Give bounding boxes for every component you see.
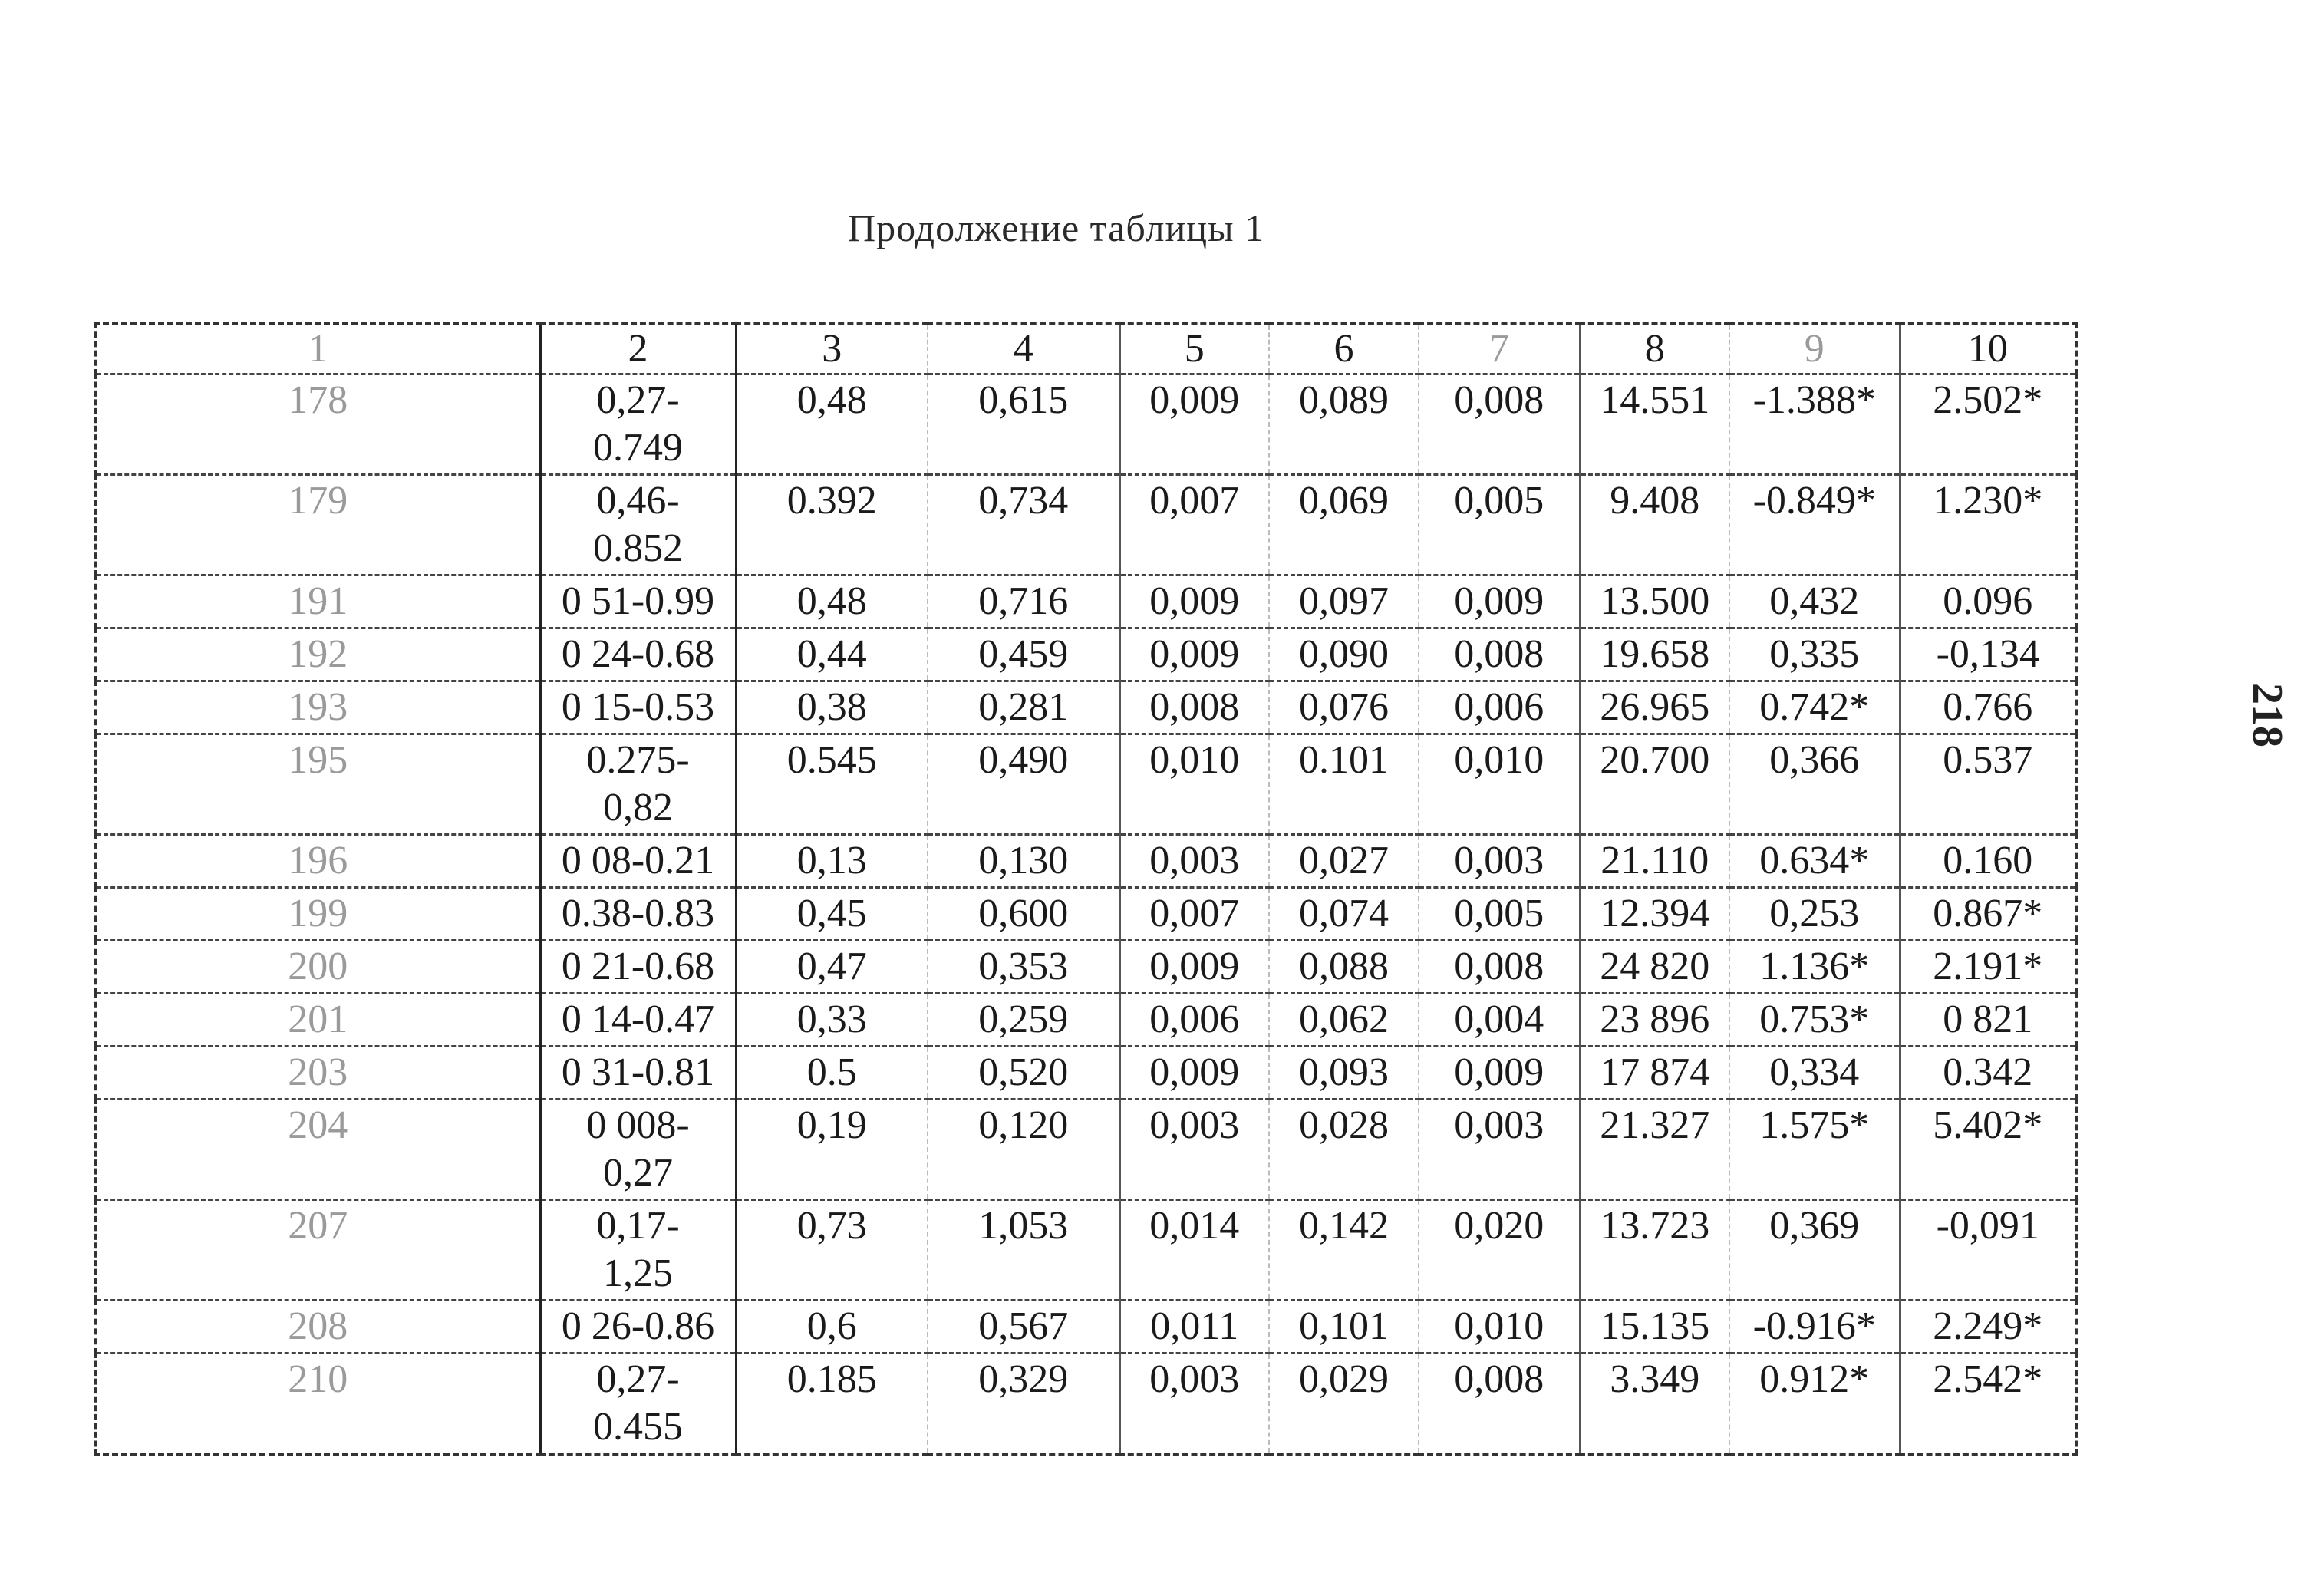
table-cell: 0.275- 0,82 — [540, 734, 736, 835]
table-row — [95, 1354, 2076, 1455]
table-cell: 0,006 — [1119, 994, 1269, 1047]
table-cell: 0,090 — [1269, 628, 1419, 681]
table-cell: 0.912* — [1729, 1354, 1900, 1455]
table-cell: 0,329 — [928, 1354, 1119, 1455]
table-cell: 0,44 — [736, 628, 928, 681]
table-cell: -0.916* — [1729, 1301, 1900, 1354]
table-row — [95, 1047, 2076, 1100]
table-cell: 21.110 — [1580, 835, 1729, 888]
table-cell: -0.849* — [1729, 475, 1900, 575]
table-cell: 0,366 — [1729, 734, 1900, 835]
table-cell: 0.342 — [1900, 1047, 2076, 1100]
table-row — [95, 1100, 2076, 1200]
table-cell: 0,076 — [1269, 681, 1419, 734]
table-cell: 0,490 — [928, 734, 1119, 835]
table-cell: 0,014 — [1119, 1200, 1269, 1301]
table-cell: 0 31-0.81 — [540, 1047, 736, 1100]
header-cell: 2 — [540, 324, 736, 374]
table-cell: 0.185 — [736, 1354, 928, 1455]
table-cell: 0.867* — [1900, 888, 2076, 941]
table-row — [95, 575, 2076, 628]
table-cell: 0,007 — [1119, 888, 1269, 941]
table-row — [95, 681, 2076, 734]
table-cell: 0,009 — [1119, 575, 1269, 628]
table-cell: 0,009 — [1419, 575, 1580, 628]
table-cell: 0,009 — [1119, 374, 1269, 475]
header-cell: 6 — [1269, 324, 1419, 374]
table-cell: 0,003 — [1119, 1354, 1269, 1455]
row-id-cell: 179 — [95, 475, 540, 575]
table-cell: 0 24-0.68 — [540, 628, 736, 681]
table-cell: 14.551 — [1580, 374, 1729, 475]
table-cell: 0,353 — [928, 941, 1119, 994]
table-cell: 23 896 — [1580, 994, 1729, 1047]
table-cell: 0,074 — [1269, 888, 1419, 941]
table-cell: 0,010 — [1419, 1301, 1580, 1354]
table-cell: 19.658 — [1580, 628, 1729, 681]
table-cell: 0.096 — [1900, 575, 2076, 628]
table-cell: 0 21-0.68 — [540, 941, 736, 994]
table-row — [95, 628, 2076, 681]
table-cell: 0.537 — [1900, 734, 2076, 835]
table-cell: 0.753* — [1729, 994, 1900, 1047]
table-cell: 0,13 — [736, 835, 928, 888]
header-cell: 4 — [928, 324, 1119, 374]
table-cell: 0 08-0.21 — [540, 835, 736, 888]
table-row — [95, 994, 2076, 1047]
table-row — [95, 1301, 2076, 1354]
table-cell: 9.408 — [1580, 475, 1729, 575]
table-row — [95, 941, 2076, 994]
table-cell: 0,259 — [928, 994, 1119, 1047]
table-cell: 0,17- 1,25 — [540, 1200, 736, 1301]
table-cell: 0.742* — [1729, 681, 1900, 734]
row-id-cell: 196 — [95, 835, 540, 888]
row-id-cell: 178 — [95, 374, 540, 475]
table-cell: 3.349 — [1580, 1354, 1729, 1455]
table-cell: 13.723 — [1580, 1200, 1729, 1301]
header-cell: 1 — [95, 324, 540, 374]
table-cell: 0,005 — [1419, 475, 1580, 575]
table-cell: 0,142 — [1269, 1200, 1419, 1301]
table-cell: 0,093 — [1269, 1047, 1419, 1100]
table-cell: 0,003 — [1419, 1100, 1580, 1200]
row-id-cell: 207 — [95, 1200, 540, 1301]
table-cell: 0,27- 0.455 — [540, 1354, 736, 1455]
table-row — [95, 475, 2076, 575]
table-cell: 1.136* — [1729, 941, 1900, 994]
page-number: 218 — [2243, 683, 2291, 747]
row-id-cell: 203 — [95, 1047, 540, 1100]
table-cell: 1.575* — [1729, 1100, 1900, 1200]
table-cell: 0,459 — [928, 628, 1119, 681]
table-cell: 0,567 — [928, 1301, 1119, 1354]
table-cell: 0,19 — [736, 1100, 928, 1200]
table-cell: 24 820 — [1580, 941, 1729, 994]
table-row — [95, 1200, 2076, 1301]
header-cell: 10 — [1900, 324, 2076, 374]
table-cell: 2.191* — [1900, 941, 2076, 994]
row-id-cell: 193 — [95, 681, 540, 734]
table-cell: 0,520 — [928, 1047, 1119, 1100]
table-cell: -0,091 — [1900, 1200, 2076, 1301]
table-row — [95, 374, 2076, 475]
row-id-cell: 195 — [95, 734, 540, 835]
table-cell: 26.965 — [1580, 681, 1729, 734]
table-cell: 0.545 — [736, 734, 928, 835]
table-cell: 0,069 — [1269, 475, 1419, 575]
table-cell: 0.38-0.83 — [540, 888, 736, 941]
table-cell: 1,053 — [928, 1200, 1119, 1301]
data-table — [94, 322, 2078, 1456]
table-cell: 0,029 — [1269, 1354, 1419, 1455]
table-cell: 0.160 — [1900, 835, 2076, 888]
table-cell: 0,020 — [1419, 1200, 1580, 1301]
table-cell: 0,008 — [1419, 941, 1580, 994]
table-cell: 0 15-0.53 — [540, 681, 736, 734]
table-cell: 0,089 — [1269, 374, 1419, 475]
row-id-cell: 208 — [95, 1301, 540, 1354]
table-cell: 0,008 — [1119, 681, 1269, 734]
table-cell: 21.327 — [1580, 1100, 1729, 1200]
table-cell: 0.5 — [736, 1047, 928, 1100]
table-cell: 0,369 — [1729, 1200, 1900, 1301]
table-cell: 0 26-0.86 — [540, 1301, 736, 1354]
table-cell: 0,334 — [1729, 1047, 1900, 1100]
row-id-cell: 192 — [95, 628, 540, 681]
table-cell: 0,120 — [928, 1100, 1119, 1200]
table-cell: 0,009 — [1119, 628, 1269, 681]
row-id-cell: 204 — [95, 1100, 540, 1200]
table-cell: 0 008- 0,27 — [540, 1100, 736, 1200]
header-cell: 9 — [1729, 324, 1900, 374]
table-cell: 0.634* — [1729, 835, 1900, 888]
table-caption: Продолжение таблицы 1 — [848, 206, 1265, 249]
table-cell: 0,005 — [1419, 888, 1580, 941]
table-cell: 5.402* — [1900, 1100, 2076, 1200]
table-cell: 0,008 — [1419, 374, 1580, 475]
table-cell: 17 874 — [1580, 1047, 1729, 1100]
table-cell: 0,6 — [736, 1301, 928, 1354]
table-cell: 0 51-0.99 — [540, 575, 736, 628]
header-cell: 7 — [1419, 324, 1580, 374]
table-cell: 12.394 — [1580, 888, 1729, 941]
table-cell: 0,600 — [928, 888, 1119, 941]
table-cell: 0,011 — [1119, 1301, 1269, 1354]
table-cell: 0,33 — [736, 994, 928, 1047]
table-cell: -1.388* — [1729, 374, 1900, 475]
table-cell: 15.135 — [1580, 1301, 1729, 1354]
table-cell: 0,003 — [1119, 835, 1269, 888]
table-cell: 0,45 — [736, 888, 928, 941]
table-body — [95, 324, 2076, 1454]
table-cell: 0,027 — [1269, 835, 1419, 888]
row-id-cell: 200 — [95, 941, 540, 994]
table-cell: 0,615 — [928, 374, 1119, 475]
table-cell: 0 14-0.47 — [540, 994, 736, 1047]
table-cell: 0,009 — [1419, 1047, 1580, 1100]
table-cell: 0,003 — [1119, 1100, 1269, 1200]
table-cell: 0.392 — [736, 475, 928, 575]
table-cell: 0,009 — [1119, 1047, 1269, 1100]
table-cell: 0,101 — [1269, 1301, 1419, 1354]
table-cell: 0 821 — [1900, 994, 2076, 1047]
table-cell: 0,004 — [1419, 994, 1580, 1047]
table-cell: -0,134 — [1900, 628, 2076, 681]
table-cell: 0,38 — [736, 681, 928, 734]
table-cell: 0,48 — [736, 374, 928, 475]
table-cell: 0,46- 0.852 — [540, 475, 736, 575]
table-cell: 0,008 — [1419, 1354, 1580, 1455]
table-cell: 0,028 — [1269, 1100, 1419, 1200]
table-cell: 0,253 — [1729, 888, 1900, 941]
table-cell: 2.502* — [1900, 374, 2076, 475]
table-row — [95, 888, 2076, 941]
table-cell: 0,010 — [1119, 734, 1269, 835]
table-cell: 0.101 — [1269, 734, 1419, 835]
table-cell: 0,097 — [1269, 575, 1419, 628]
table-cell: 0,009 — [1119, 941, 1269, 994]
table-cell: 20.700 — [1580, 734, 1729, 835]
table-cell: 1.230* — [1900, 475, 2076, 575]
table-cell: 0.766 — [1900, 681, 2076, 734]
header-cell: 5 — [1119, 324, 1269, 374]
header-cell: 3 — [736, 324, 928, 374]
table-cell: 13.500 — [1580, 575, 1729, 628]
table-cell: 2.249* — [1900, 1301, 2076, 1354]
table-cell: 0,47 — [736, 941, 928, 994]
table-cell: 0,48 — [736, 575, 928, 628]
table-cell: 2.542* — [1900, 1354, 2076, 1455]
table-cell: 0,010 — [1419, 734, 1580, 835]
table-cell: 0,335 — [1729, 628, 1900, 681]
table-cell: 0,432 — [1729, 575, 1900, 628]
table-row — [95, 835, 2076, 888]
table-cell: 0,130 — [928, 835, 1119, 888]
table-cell: 0,062 — [1269, 994, 1419, 1047]
row-id-cell: 191 — [95, 575, 540, 628]
table-header-row — [95, 324, 2076, 374]
row-id-cell: 210 — [95, 1354, 540, 1455]
table-cell: 0,008 — [1419, 628, 1580, 681]
table-cell: 0,088 — [1269, 941, 1419, 994]
row-id-cell: 201 — [95, 994, 540, 1047]
table-cell: 0,281 — [928, 681, 1119, 734]
table-cell: 0,716 — [928, 575, 1119, 628]
table-cell: 0,007 — [1119, 475, 1269, 575]
table-row — [95, 734, 2076, 835]
row-id-cell: 199 — [95, 888, 540, 941]
table-cell: 0,003 — [1419, 835, 1580, 888]
table-cell: 0,73 — [736, 1200, 928, 1301]
table-cell: 0,27- 0.749 — [540, 374, 736, 475]
table-cell: 0,734 — [928, 475, 1119, 575]
table-cell: 0,006 — [1419, 681, 1580, 734]
header-cell: 8 — [1580, 324, 1729, 374]
